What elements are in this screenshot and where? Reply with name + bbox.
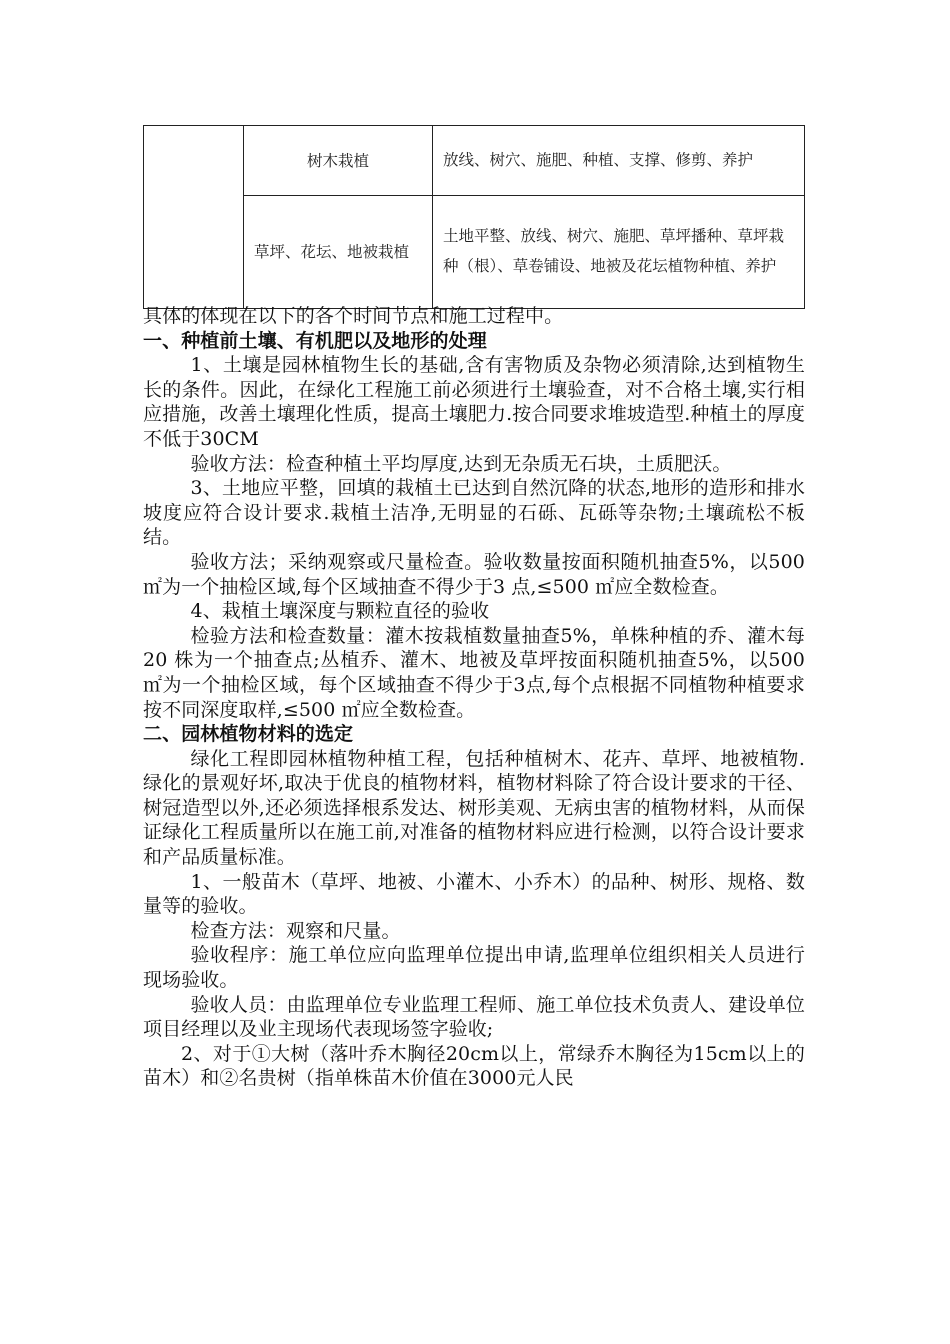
table-row bbox=[144, 126, 805, 196]
paragraph: 1、土壤是园林植物生长的基础,含有害物质及杂物必须清除,达到植物生长的条件。因此，在绿化工程施工前必须进行土壤验查，对不合格土壤,实行相应措施，改善土壤理化性质，提高土壤肥力.按合同要求堆坡造型.种植土的厚度不低于30CM bbox=[143, 354, 805, 450]
paragraph: 验收方法：检查种植土平均厚度,达到无杂质无石块，土质肥沃。 bbox=[190, 452, 732, 475]
paragraph: 验收人员：由监理单位专业监理工程师、施工单位技术负责人、建设单位项目经理以及业主现场代表现场签字验收; bbox=[143, 993, 805, 1041]
table-row bbox=[144, 196, 805, 309]
paragraph: 验收程序：施工单位应向监理单位提出申请,监理单位组织相关人员进行现场验收。 bbox=[143, 944, 805, 992]
paragraph: 4、栽植土壤深度与颗粒直径的验收 bbox=[190, 600, 490, 623]
paragraph: 检验方法和检查数量：灌木按栽植数量抽查5%，单株种植的乔、灌木每20 株为一个抽查点;丛植乔、灌木、地被及草坪按面积随机抽查5%，以500 ㎡为一个抽检区域，每个区域抽查不得少于3点,每个点根据不同植物种植要求按不同深度取样,≤500 ㎡应全数检查。 bbox=[143, 624, 805, 721]
intro-paragraph: 具体的体现在以下的各个时间节点和施工过程中。 bbox=[143, 305, 564, 327]
paragraph: 3、土地应平整，回填的栽植土已达到自然沉降的状态,地形的造形和排水坡度应符合设计要求.栽植土洁净,无明显的石砾、瓦砾等杂物;土壤疏松不板结。 bbox=[143, 477, 805, 549]
paragraph: 绿化工程即园林植物种植工程，包括种植树木、花卉、草坪、地被植物.绿化的景观好坏,取决于优良的植物材料，植物材料除了符合设计要求的干径、树冠造型以外,还必须选择根系发达、树形美观、无病虫害的植物材料，从而保证绿化工程质量所以在施工前,对准备的植物材料应进行检测，以符合设计要求和产品质量标准。 bbox=[143, 747, 805, 869]
planting-table bbox=[143, 125, 805, 309]
paragraph: 验收方法；采纳观察或尺量检查。验收数量按面积随机抽查5%，以500 ㎡为一个抽检区域,每个区域抽查不得少于3 点,≤500 ㎡应全数检查。 bbox=[143, 550, 805, 598]
document-body bbox=[143, 304, 805, 1091]
table-cell-content: 放线、树穴、施肥、种植、支撑、修剪、养护 bbox=[433, 126, 805, 196]
section-heading-2: 二、园林植物材料的选定 bbox=[143, 723, 354, 746]
paragraph: 检查方法：观察和尺量。 bbox=[190, 919, 401, 942]
paragraph: 1、一般苗木（草坪、地被、小灌木、小乔木）的品种、树形、规格、数量等的验收。 bbox=[143, 870, 805, 918]
table-cell-item: 草坪、花坛、地被栽植 bbox=[244, 196, 433, 309]
section-heading-1: 一、种植前土壤、有机肥以及地形的处理 bbox=[143, 329, 487, 352]
table-cell-item: 树木栽植 bbox=[244, 126, 433, 196]
table-cell-empty bbox=[144, 126, 244, 309]
paragraph: 2、对于①大树（落叶乔木胸径20cm以上，常绿乔木胸径为15cm以上的苗木）和②名贵树（指单株苗木价值在3000元人民 bbox=[143, 1042, 805, 1090]
table-cell-content: 土地平整、放线、树穴、施肥、草坪播种、草坪栽种（根）、草卷铺设、地被及花坛植物种植、养护 bbox=[433, 196, 805, 309]
